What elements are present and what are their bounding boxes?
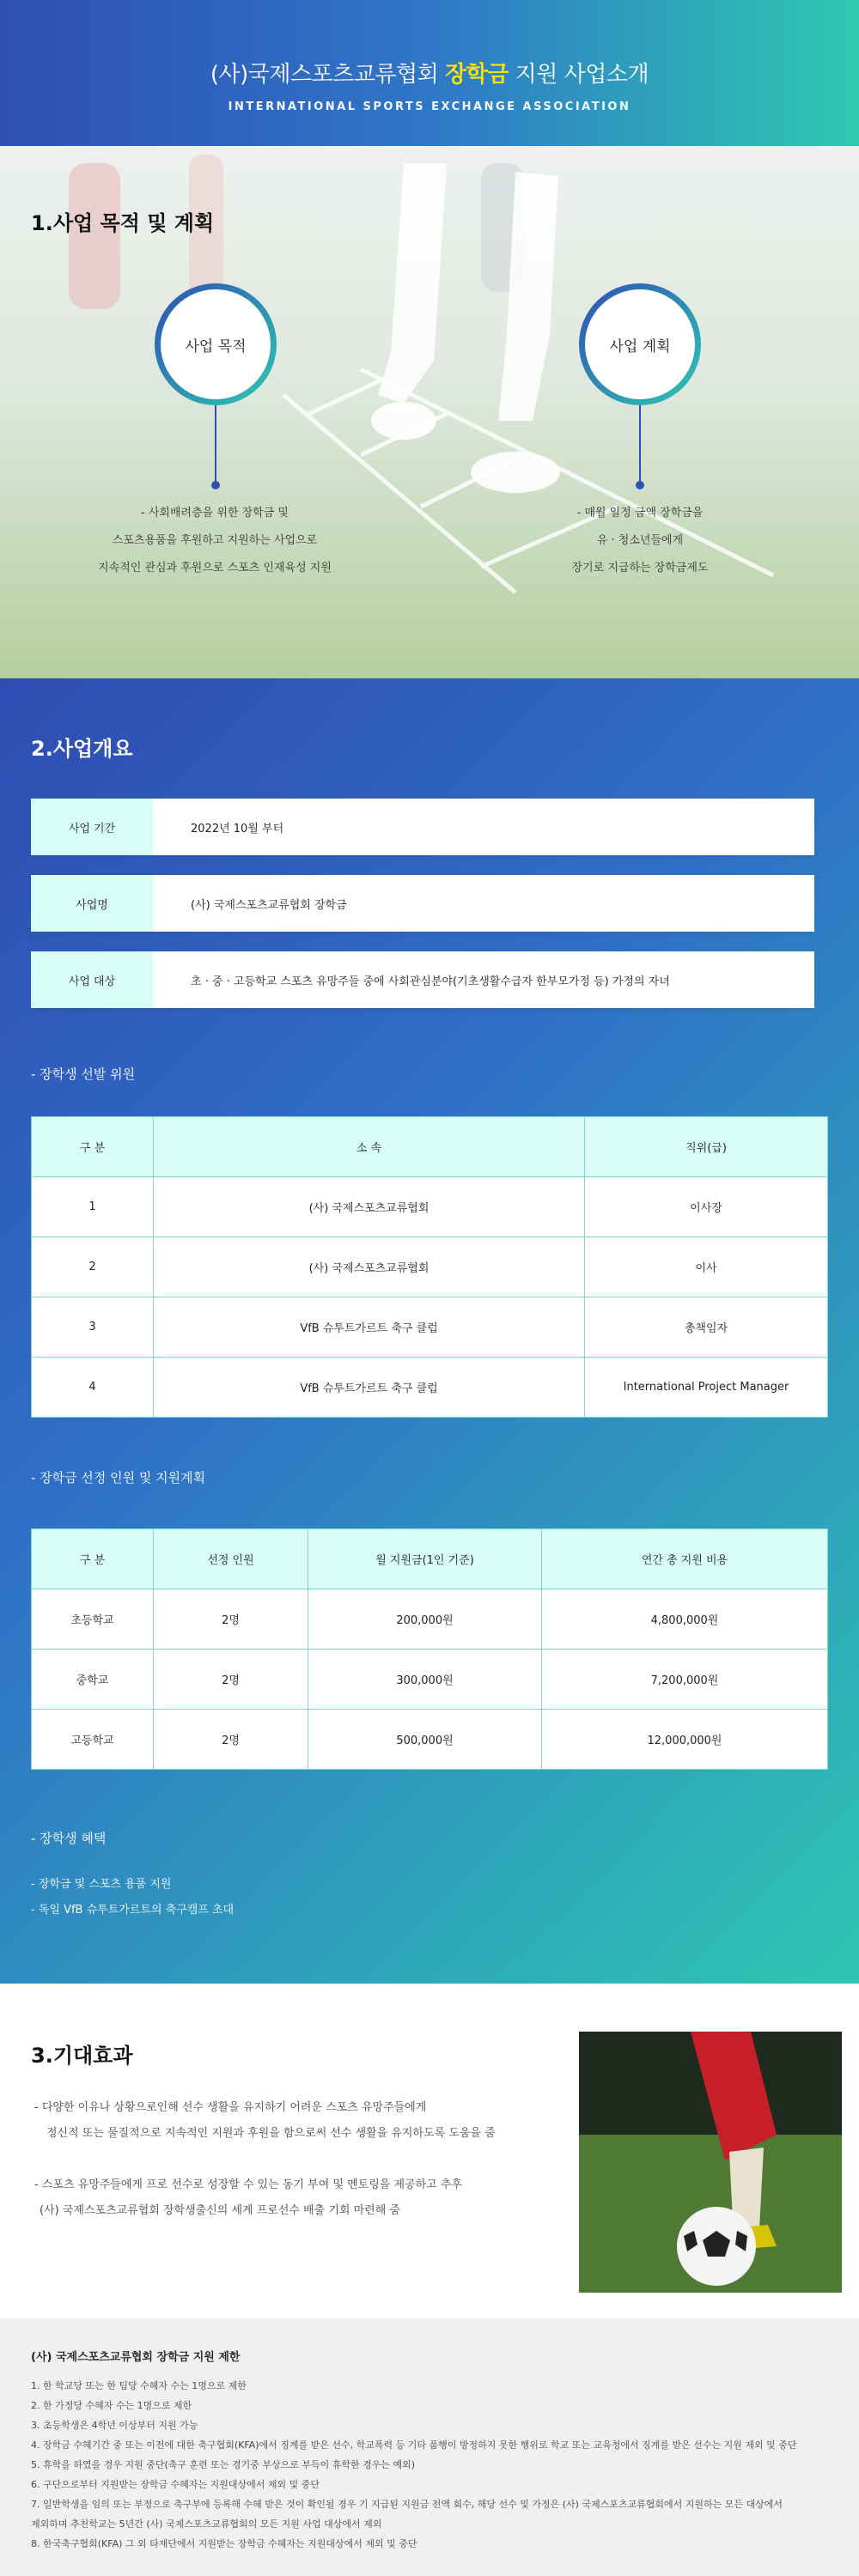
table-header-cell: 직위(급) [585, 1117, 828, 1177]
table-cell: 초등학교 [32, 1589, 154, 1649]
benefits-title: - 장학생 혜택 [31, 1831, 107, 1846]
purpose-description [69, 500, 361, 582]
effects-line: (사) 국제스포츠교류협회 장학생출신의 세계 프로선수 배출 기회 마련해 줌 [40, 2204, 400, 2217]
info-row-period [31, 799, 814, 855]
table-header-cell: 월 지원금(1인 기준) [308, 1529, 542, 1589]
table-header-row [32, 1117, 828, 1177]
section2-title: 2.사업개요 [31, 737, 133, 761]
info-label: 사업 대상 [31, 951, 153, 1008]
restriction-item: 1. 한 학교당 또는 한 팀당 수혜자 수는 1명으로 제한 [31, 2380, 247, 2391]
restrictions-title: (사) 국제스포츠교류협회 장학금 지원 제한 [31, 2351, 241, 2364]
hero-title-highlight: 장학금 [445, 62, 509, 88]
table-row [32, 1649, 828, 1710]
table-cell: 2명 [154, 1649, 308, 1710]
purpose-connector-line [215, 405, 216, 483]
table-cell: 고등학교 [32, 1710, 154, 1770]
table-row [32, 1177, 828, 1237]
table-cell: International Project Manager [585, 1358, 828, 1418]
table-cell: 500,000원 [308, 1710, 542, 1770]
table-row [32, 1710, 828, 1770]
effects-paragraph-1 [34, 2095, 496, 2147]
info-value: (사) 국제스포츠교류협회 장학금 [191, 898, 347, 912]
table-row [32, 1237, 828, 1297]
purpose-connector-dot [211, 481, 220, 489]
plan-label: 사업 계획 [609, 337, 671, 355]
info-value: 초 · 중 · 고등학교 스포츠 유망주들 중에 사회관심분야(기초생활수급자 한부모가정 등) 가정의 자녀 [191, 975, 670, 988]
restriction-item: 7. 일반학생을 임의 또는 부정으로 축구부에 등록해 수혜 받은 것이 확인될 경우 기 지급된 지원금 전액 회수, 해당 선수 및 가정은 (사) 국제스포츠교류협회에서 지원하는 모든 대상에서 [31, 2499, 783, 2510]
table-cell: 7,200,000원 [542, 1649, 828, 1710]
section3-title: 3.기대효과 [31, 2044, 133, 2068]
hero-title-suffix: 지원 사업소개 [508, 62, 649, 88]
hero-title [0, 57, 859, 88]
committee-title: - 장학생 선발 위원 [31, 1066, 136, 1082]
table-cell: (사) 국제스포츠교류협회 [154, 1177, 585, 1237]
effects-line: 정신적 또는 물질적으로 지속적인 지원과 후원을 함으로써 선수 생활을 유지하도록 도움을 줌 [46, 2127, 496, 2140]
restriction-item: 4. 장학금 수혜기간 중 또는 이전에 대한 축구협회(KFA)에서 징계를 받은 선수, 학교폭력 등 기타 품행이 방정하지 못한 행위로 학교 또는 교육청에서 징계를 받은 선수는 지원 제외 및 중단 [31, 2439, 797, 2451]
table-cell: 1 [32, 1177, 154, 1237]
restriction-item: 제외하며 추천학교는 5년간 (사) 국제스포츠교류협회의 모든 지원 사업 대상에서 제외 [31, 2518, 382, 2530]
benefits-list [31, 1872, 234, 1923]
soccer-ball-kick-icon [579, 2032, 842, 2293]
table-header-cell: 구 분 [32, 1529, 154, 1589]
support-title: - 장학금 선정 인원 및 지원계획 [31, 1470, 206, 1485]
info-row-target [31, 951, 814, 1008]
hero-banner [0, 0, 859, 146]
purpose-label: 사업 목적 [185, 337, 247, 355]
table-cell: 2명 [154, 1710, 308, 1770]
info-value: 2022년 10월 부터 [191, 822, 284, 835]
effects-line: - 다양한 이유나 상황으로인해 선수 생활을 유지하기 어려운 스포츠 유망주들에게 [34, 2101, 427, 2114]
plan-connector-line [639, 405, 641, 483]
table-cell: 이사장 [585, 1177, 828, 1237]
table-cell: 이사 [585, 1237, 828, 1297]
table-cell: 2명 [154, 1589, 308, 1649]
restriction-item: 5. 휴학을 하였을 경우 지원 중단(축구 훈련 또는 경기중 부상으로 부득이 휴학한 경우는 예외) [31, 2459, 416, 2470]
section-overview [0, 678, 859, 1984]
plan-connector-dot [636, 481, 644, 489]
effects-line: - 스포츠 유망주들에게 프로 선수로 성장할 수 있는 동기 부여 및 멘토링을 제공하고 추후 [34, 2178, 462, 2191]
hero-title-prefix: (사)국제스포츠교류협회 [210, 62, 446, 88]
plan-line: 장기로 지급하는 장학금제도 [571, 562, 709, 574]
purpose-line: 지속적인 관심과 후원으로 스포츠 인재육성 지원 [98, 562, 332, 574]
info-label: 사업명 [31, 875, 153, 932]
table-cell: VfB 슈투트가르트 축구 클럽 [154, 1297, 585, 1358]
table-cell: 12,000,000원 [542, 1710, 828, 1770]
table-header-cell: 소 속 [154, 1117, 585, 1177]
hero-subtitle: INTERNATIONAL SPORTS EXCHANGE ASSOCIATION [228, 100, 631, 113]
info-row-name [31, 875, 814, 932]
list-item: - 독일 VfB 슈투트가르트의 축구캠프 초대 [31, 1904, 235, 1917]
plan-description [533, 500, 747, 582]
table-cell: 총책임자 [585, 1297, 828, 1358]
restrictions-box [0, 2318, 859, 2576]
table-row [32, 1589, 828, 1649]
purpose-line: 스포츠용품을 후원하고 지원하는 사업으로 [112, 534, 318, 547]
table-cell: 4,800,000원 [542, 1589, 828, 1649]
purpose-line: - 사회배려층을 위한 장학금 및 [141, 507, 289, 519]
table-cell: 3 [32, 1297, 154, 1358]
table-cell: (사) 국제스포츠교류협회 [154, 1237, 585, 1297]
table-cell: 4 [32, 1358, 154, 1418]
table-row [32, 1358, 828, 1418]
restriction-item: 6. 구단으로부터 지원받는 장학금 수혜자는 지원대상에서 제외 및 중단 [31, 2479, 320, 2490]
purpose-circle [155, 283, 277, 405]
table-header-row [32, 1529, 828, 1589]
effects-paragraph-2 [34, 2172, 462, 2224]
table-cell: 중학교 [32, 1649, 154, 1710]
table-cell: 2 [32, 1237, 154, 1297]
soccer-ball-photo [579, 2032, 842, 2293]
list-item: - 장학금 및 스포츠 용품 지원 [31, 1878, 172, 1891]
restriction-item: 2. 한 가정당 수혜자 수는 1명으로 제한 [31, 2400, 192, 2411]
plan-circle [579, 283, 701, 405]
table-cell: 200,000원 [308, 1589, 542, 1649]
table-cell: 300,000원 [308, 1649, 542, 1710]
support-table [31, 1528, 828, 1770]
restriction-item: 8. 한국축구협회(KFA) 그 외 타재단에서 지원받는 장학금 수혜자는 지원대상에서 제외 및 중단 [31, 2538, 417, 2549]
table-cell: VfB 슈투트가르트 축구 클럽 [154, 1358, 585, 1418]
plan-line: - 매월 일정 금액 장학금을 [576, 507, 704, 519]
info-label: 사업 기간 [31, 799, 153, 855]
restriction-item: 3. 초등학생은 4학년 이상부터 지원 가능 [31, 2420, 198, 2431]
section1-title: 1.사업 목적 및 계획 [31, 211, 215, 235]
section-purpose-plan [0, 146, 859, 678]
table-row [32, 1297, 828, 1358]
plan-line: 유 · 청소년들에게 [596, 534, 684, 547]
section-expected-effects [0, 1984, 859, 2344]
table-header-cell: 연간 총 지원 비용 [542, 1529, 828, 1589]
table-header-cell: 구 분 [32, 1117, 154, 1177]
committee-table [31, 1116, 828, 1418]
table-header-cell: 선정 인원 [154, 1529, 308, 1589]
